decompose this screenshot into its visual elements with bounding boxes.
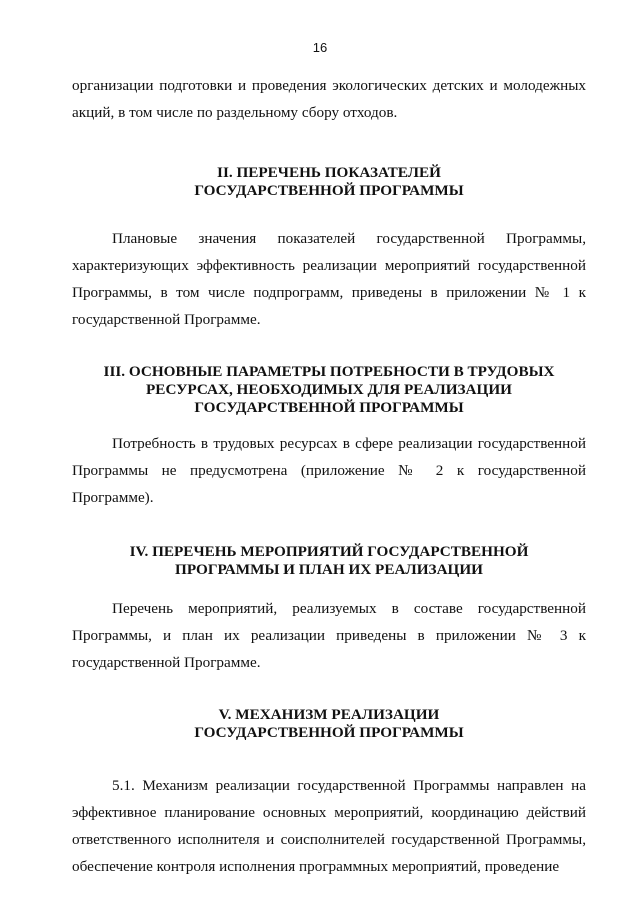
section-4-text: Перечень мероприятий, реализуемых в составе государственной Программы, и план их реализации приведены в приложении № 3 к государственной Программе. bbox=[72, 600, 586, 671]
heading-line: ГОСУДАРСТВЕННОЙ ПРОГРАММЫ bbox=[194, 399, 464, 416]
section-5-heading bbox=[72, 706, 586, 742]
section-3-text: Потребность в трудовых ресурсах в сфере реализации государственной Программы не предусмотрена (приложение № 2 к государственной Программе). bbox=[72, 435, 586, 506]
document-body bbox=[72, 72, 586, 880]
heading-line: ГОСУДАРСТВЕННОЙ ПРОГРАММЫ bbox=[194, 182, 464, 199]
intro-paragraph: организации подготовки и проведения экологических детских и молодежных акций, в том числе по раздельному сбору отходов. bbox=[72, 77, 586, 121]
heading-line: III. ОСНОВНЫЕ ПАРАМЕТРЫ ПОТРЕБНОСТИ В ТРУДОВЫХ bbox=[103, 363, 555, 380]
heading-line: ГОСУДАРСТВЕННОЙ ПРОГРАММЫ bbox=[194, 724, 464, 741]
heading-line: IV. ПЕРЕЧЕНЬ МЕРОПРИЯТИЙ ГОСУДАРСТВЕННОЙ bbox=[129, 543, 529, 560]
section-4-heading bbox=[72, 543, 586, 579]
section-2-heading bbox=[72, 164, 586, 200]
section-5-text: 5.1. Механизм реализации государственной Программы направлен на эффективное планирование основных мероприятий, координацию действий ответственного исполнителя и соисполнителей государственной Программы, обеспечение контроля исполнения программных мероприятий, проведение bbox=[72, 777, 586, 875]
page-number: 16 bbox=[312, 40, 328, 55]
heading-line: V. МЕХАНИЗМ РЕАЛИЗАЦИИ bbox=[218, 706, 440, 723]
heading-line: РЕСУРСАХ, НЕОБХОДИМЫХ ДЛЯ РЕАЛИЗАЦИИ bbox=[146, 381, 512, 398]
section-2-text: Плановые значения показателей государственной Программы, характеризующих эффективность реализации мероприятий государственной Программы, в том числе подпрограмм, приведены в приложении № 1 к государственной Программе. bbox=[72, 230, 586, 328]
heading-line: II. ПЕРЕЧЕНЬ ПОКАЗАТЕЛЕЙ bbox=[217, 164, 441, 181]
section-3-heading bbox=[72, 363, 586, 417]
heading-line: ПРОГРАММЫ И ПЛАН ИХ РЕАЛИЗАЦИИ bbox=[175, 561, 483, 578]
